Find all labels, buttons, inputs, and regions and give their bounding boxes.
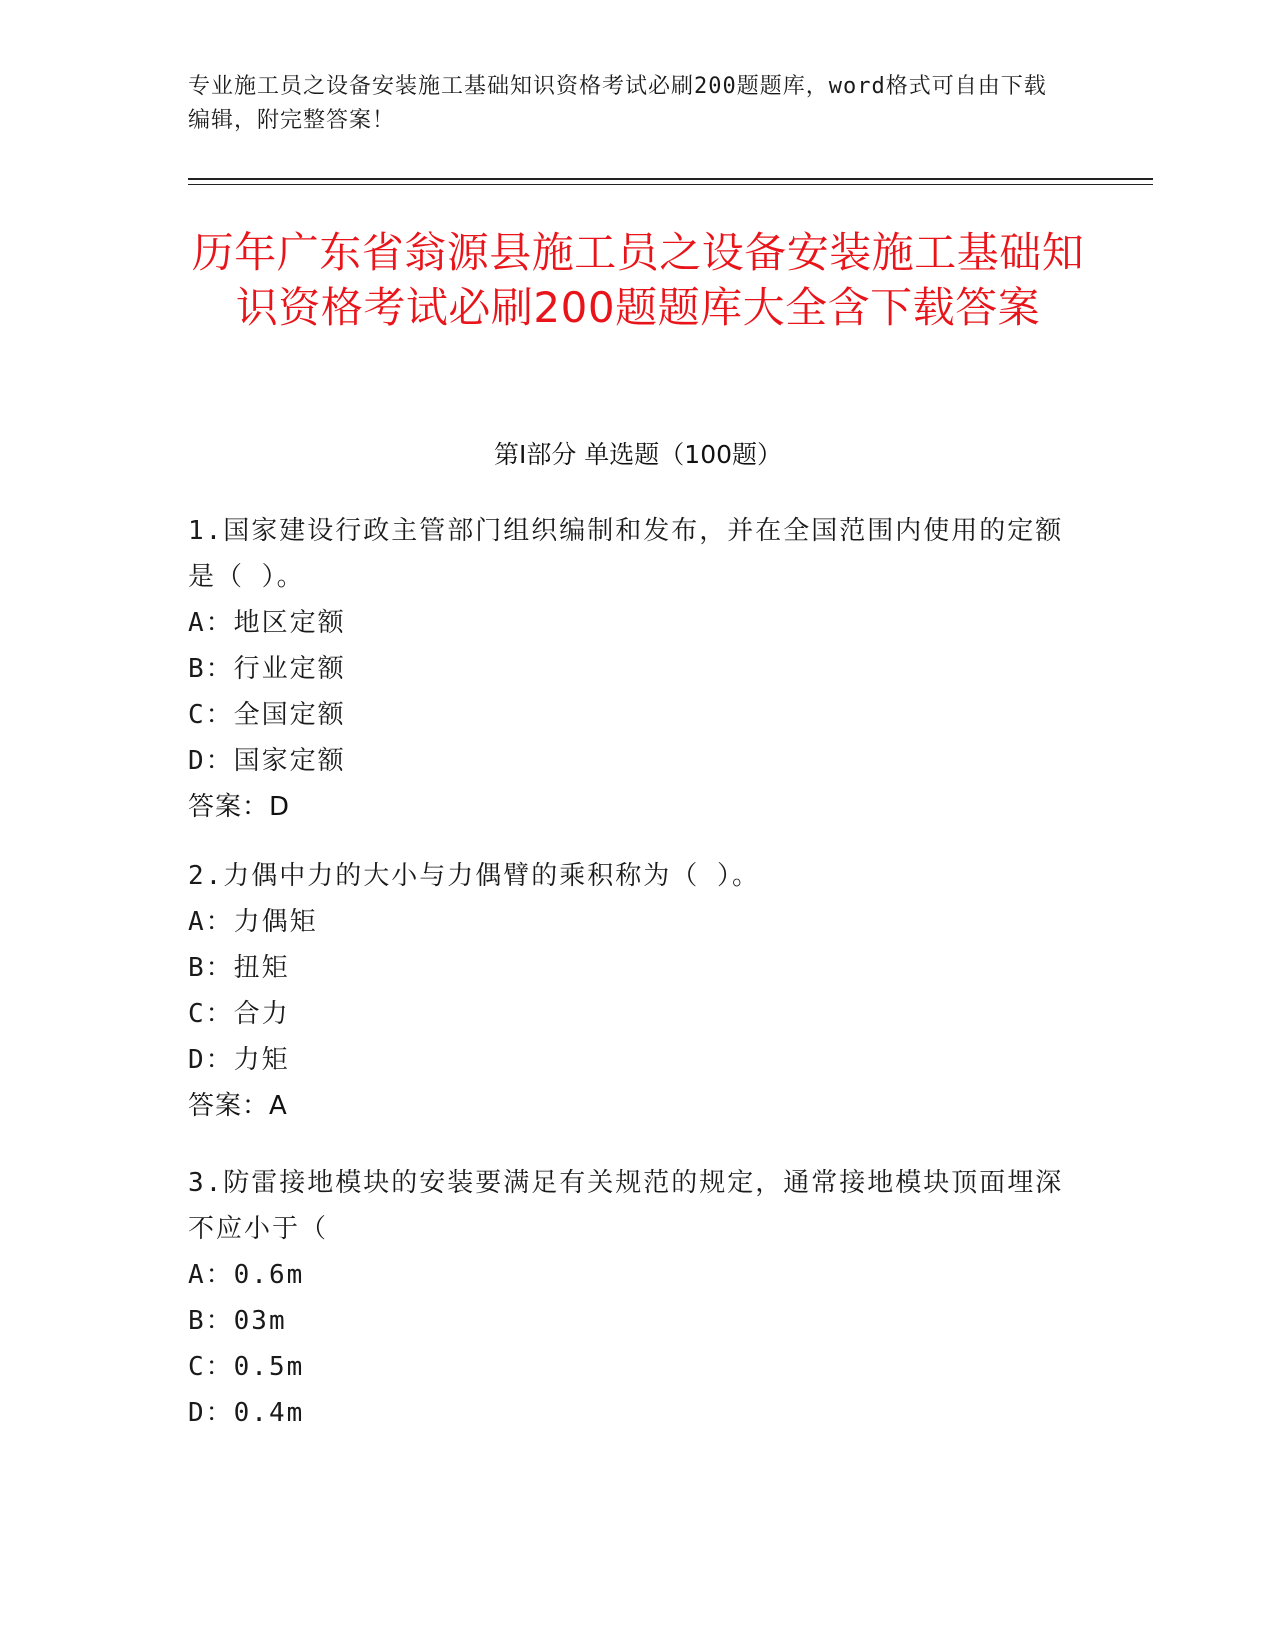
document-title: 历年广东省翁源县施工员之设备安装施工基础知识资格考试必刷200题题库大全含下载答案 [191,228,1085,332]
answer: 答案：D [188,792,291,822]
header-note: 专业施工员之设备安装施工基础知识资格考试必刷200题题库，word格式可自由下载编辑，附完整答案！ [188,74,1047,133]
option-b: B：扭矩 [188,953,290,983]
question-stem: 1.国家建设行政主管部门组织编制和发布，并在全国范围内使用的定额是（ ）。 [188,516,1064,592]
option-a: A：力偶矩 [188,907,318,937]
header-divider [188,178,1153,180]
answer: 答案：A [188,1091,288,1121]
header-divider-thin [188,184,1153,185]
option-c: C：0.5m [188,1352,305,1382]
option-d: D：国家定额 [188,746,346,776]
section-heading: 第Ⅰ部分 单选题（100题） [493,440,783,469]
option-b: B：03m [188,1306,287,1336]
option-d: D：0.4m [188,1398,305,1428]
option-a: A：地区定额 [188,608,346,638]
question-3 [188,1160,1068,1436]
option-d: D：力矩 [188,1045,290,1075]
option-b: B：行业定额 [188,654,346,684]
question-stem: 3.防雷接地模块的安装要满足有关规范的规定，通常接地模块顶面埋深不应小于（ [188,1168,1064,1244]
option-c: C：全国定额 [188,700,346,730]
question-2 [188,853,1068,1129]
option-a: A：0.6m [188,1260,305,1290]
question-stem: 2.力偶中力的大小与力偶臂的乘积称为（ ）。 [188,861,760,891]
question-1 [188,508,1068,830]
option-c: C：合力 [188,999,290,1029]
